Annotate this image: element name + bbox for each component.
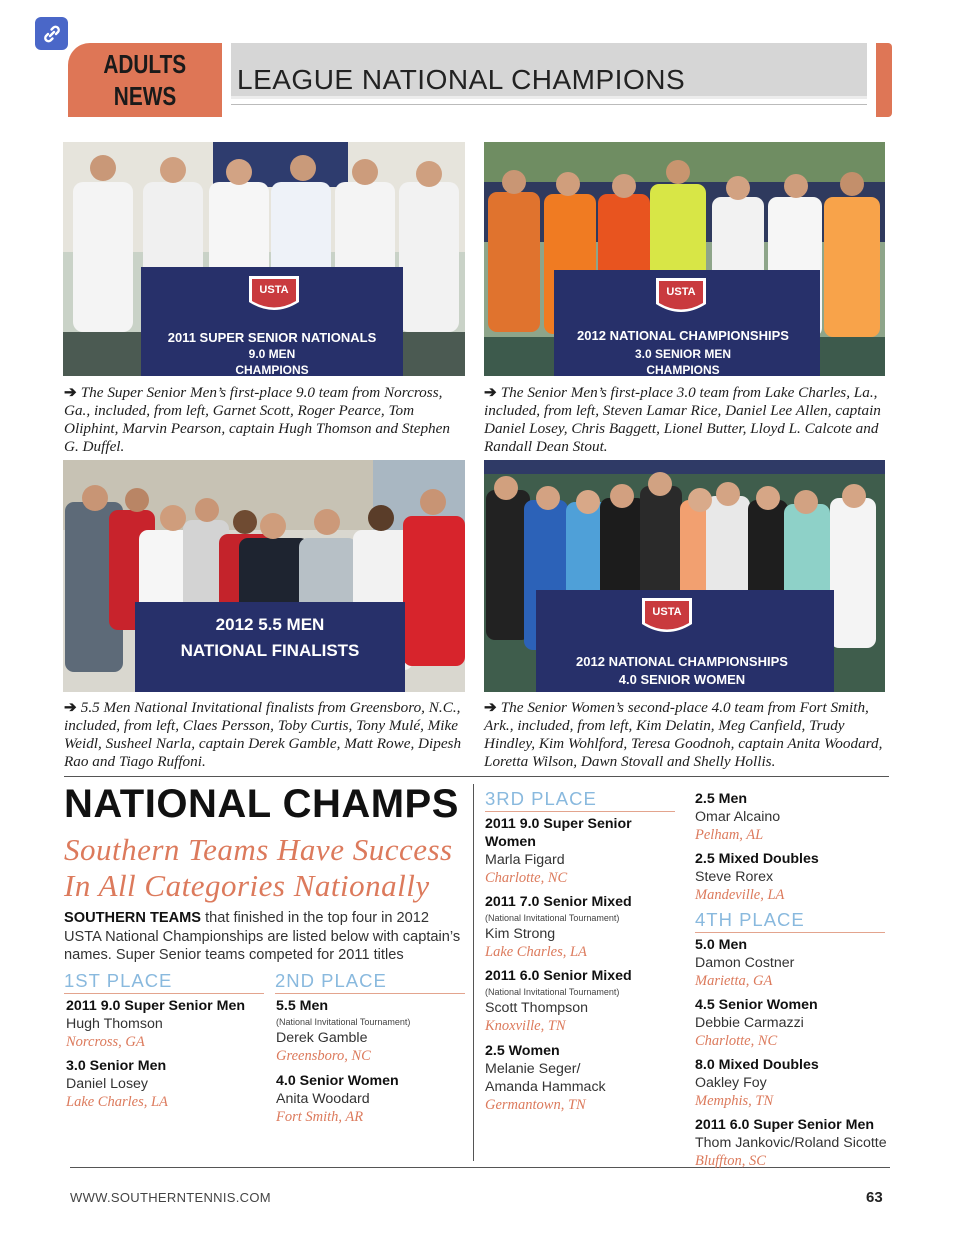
result-entry bbox=[695, 936, 895, 990]
captain: Hugh Thomson bbox=[66, 1016, 163, 1032]
city: Mandeville, LA bbox=[695, 887, 785, 903]
banner-line2: 3.0 SENIOR MEN bbox=[634, 347, 732, 361]
arrow-icon: ➔ bbox=[484, 384, 497, 401]
result-entry bbox=[66, 997, 266, 1051]
result-entry bbox=[695, 790, 895, 844]
city: Fort Smith, AR bbox=[276, 1109, 364, 1125]
category: 2.5 Men bbox=[695, 791, 748, 807]
city: Lake Charles, LA bbox=[66, 1094, 168, 1110]
result-entry bbox=[485, 815, 685, 887]
captain: Scott Thompson bbox=[485, 1000, 589, 1016]
section-label-line2: NEWS bbox=[113, 81, 177, 111]
banner-line2: 9.0 MEN bbox=[248, 347, 296, 361]
city: Lake Charles, LA bbox=[485, 944, 587, 960]
title-underline bbox=[231, 104, 867, 105]
category: 5.5 Men bbox=[276, 998, 329, 1014]
category-cont: Women bbox=[485, 834, 536, 850]
banner-line1: 2011 SUPER SENIOR NATIONALS bbox=[167, 330, 377, 345]
logo-text-top: USTA bbox=[259, 284, 289, 296]
caption-text: 5.5 Men National Invitational finalists from Greensboro, N.C., included, from left, Claes Persson, Toby Curtis, Tony Mulé, Mike Weidl, Susheel Narla, captain Derek Gamble, Matt Rowe, Dipesh Rao and Tiago Ruffoni. bbox=[64, 699, 462, 770]
category: 2.5 Women bbox=[485, 1043, 560, 1059]
result-entry bbox=[695, 850, 895, 904]
category: 8.0 Mixed Doubles bbox=[695, 1057, 819, 1073]
arrow-icon: ➔ bbox=[484, 699, 497, 716]
caption-photo-3 bbox=[64, 699, 464, 771]
intro-lead: SOUTHERN TEAMS bbox=[64, 910, 202, 926]
link-icon[interactable] bbox=[35, 17, 68, 50]
captain-cont: Amanda Hammack bbox=[485, 1079, 606, 1095]
result-entry bbox=[66, 1057, 266, 1111]
city: Bluffton, SC bbox=[695, 1153, 766, 1169]
section-tab bbox=[68, 43, 222, 117]
captain: Omar Alcaino bbox=[695, 809, 781, 825]
usta-league-logo bbox=[656, 278, 706, 312]
arrow-icon: ➔ bbox=[64, 699, 77, 716]
note: (National Invitational Tournament) bbox=[485, 913, 620, 923]
page-number: 63 bbox=[866, 1189, 883, 1206]
caption-photo-1 bbox=[64, 384, 464, 456]
result-entry bbox=[485, 1042, 685, 1114]
photo-senior-men-3-0 bbox=[484, 142, 885, 376]
chain-link-glyph bbox=[41, 23, 63, 45]
category: 2011 6.0 Senior Mixed bbox=[485, 968, 632, 984]
captain: Thom Jankovic/Roland Sicotte bbox=[695, 1135, 887, 1151]
right-accent-tab bbox=[876, 43, 892, 117]
captain: Marla Figard bbox=[485, 852, 565, 868]
captain: Daniel Losey bbox=[66, 1076, 149, 1092]
category: 2011 9.0 Super Senior Men bbox=[66, 998, 245, 1014]
category: 3.0 Senior Men bbox=[66, 1058, 167, 1074]
caption-text: The Super Senior Men’s first-place 9.0 team from Norcross, Ga., included, from left, Garnet Scott, Roger Pearce, Tom Oliphint, Marvin Pearson, captain Hugh Thomson and Stephen G. Duffel. bbox=[64, 384, 450, 455]
banner-line1: 2012 NATIONAL CHAMPIONSHIPS bbox=[576, 654, 788, 669]
logo-text-top: USTA bbox=[666, 286, 696, 298]
section-label-line1: ADULTS bbox=[103, 49, 187, 79]
city: Greensboro, NC bbox=[276, 1048, 371, 1064]
category: 2011 7.0 Senior Mixed bbox=[485, 894, 632, 910]
photo-senior-women-4-0 bbox=[484, 460, 885, 692]
heading-3rd-place: 3RD PLACE bbox=[485, 788, 675, 812]
city: Charlotte, NC bbox=[695, 1033, 778, 1049]
category: 2011 9.0 Super Senior bbox=[485, 816, 632, 832]
banner-line3: CHAMPIONS bbox=[646, 363, 720, 376]
page-title-bar bbox=[231, 43, 867, 99]
caption-text: The Senior Women’s second-place 4.0 team from Fort Smith, Ark., included, from left, Kim Delatin, Meg Canfield, Trudy Hindley, Kim Wohlford, Teresa Goodnoh, captain Anita Woodard, Loretta Wilson, Dawn Stovall and Shelly Hollis. bbox=[484, 699, 883, 770]
banner-line2: NATIONAL FINALISTS bbox=[180, 641, 360, 660]
usta-league-logo bbox=[249, 276, 299, 310]
caption-text: The Senior Men’s first-place 3.0 team from Lake Charles, La., included, from left, Steven Lamar Rice, Daniel Lee Allen, captain Daniel Losey, Chris Baggett, Lionel Butter, Lloyd L. Calcote and Randall Dean Stout. bbox=[484, 384, 881, 455]
backdrop-banner bbox=[484, 460, 885, 474]
photo-super-senior-men-9-0 bbox=[63, 142, 465, 376]
city: Germantown, TN bbox=[485, 1097, 586, 1113]
city: Charlotte, NC bbox=[485, 870, 568, 886]
category: 4.0 Senior Women bbox=[276, 1073, 399, 1089]
captain: Damon Costner bbox=[695, 955, 795, 971]
banner-line2: 4.0 SENIOR WOMEN bbox=[618, 672, 746, 687]
category: 2.5 Mixed Doubles bbox=[695, 851, 819, 867]
captain: Derek Gamble bbox=[276, 1030, 368, 1046]
note: (National Invitational Tournament) bbox=[276, 1017, 411, 1027]
heading-2nd-place: 2ND PLACE bbox=[275, 970, 465, 994]
result-entry bbox=[695, 996, 895, 1050]
article-intro bbox=[64, 909, 469, 965]
category: 5.0 Men bbox=[695, 937, 748, 953]
city: Knoxville, TN bbox=[485, 1018, 566, 1034]
captain: Anita Woodard bbox=[276, 1091, 370, 1107]
city: Norcross, GA bbox=[66, 1034, 145, 1050]
captain: Kim Strong bbox=[485, 926, 556, 942]
photo-5-5-men-finalists bbox=[63, 460, 465, 692]
result-entry bbox=[695, 1116, 890, 1170]
caption-photo-2 bbox=[484, 384, 889, 456]
city: Pelham, AL bbox=[695, 827, 764, 843]
article-headline: NATIONAL CHAMPS bbox=[64, 782, 459, 826]
category: 2011 6.0 Super Senior Men bbox=[695, 1117, 874, 1133]
banner-line1: 2012 NATIONAL CHAMPIONSHIPS bbox=[577, 328, 789, 343]
captain: Oakley Foy bbox=[695, 1075, 767, 1091]
note: (National Invitational Tournament) bbox=[485, 987, 620, 997]
banner-line1: 2012 5.5 MEN bbox=[215, 615, 325, 634]
divider-top bbox=[64, 776, 889, 777]
caption-photo-4 bbox=[484, 699, 894, 771]
logo-text-top: USTA bbox=[652, 606, 682, 618]
banner-line3: CHAMPIONS bbox=[235, 363, 309, 376]
heading-1st-place: 1ST PLACE bbox=[64, 970, 264, 994]
footer-website-link[interactable]: WWW.SOUTHERNTENNIS.COM bbox=[70, 1190, 271, 1205]
result-entry bbox=[276, 1072, 476, 1126]
heading-4th-place: 4TH PLACE bbox=[695, 909, 885, 933]
captain: Debbie Carmazzi bbox=[695, 1015, 804, 1031]
captain: Steve Rorex bbox=[695, 869, 774, 885]
intro-text: that finished in the top four in 2012 USTA National Championships are listed below with captain’s names. Super Senior teams competed for 2011 titles bbox=[64, 910, 461, 963]
page-title: LEAGUE NATIONAL CHAMPIONS bbox=[237, 64, 686, 95]
result-entry bbox=[276, 997, 476, 1065]
category: 4.5 Senior Women bbox=[695, 997, 818, 1013]
city: Memphis, TN bbox=[695, 1093, 774, 1109]
result-entry bbox=[695, 1056, 895, 1110]
result-entry bbox=[485, 893, 685, 961]
captain: Melanie Seger/ bbox=[485, 1061, 581, 1077]
article-subhead: Southern Teams Have Success In All Categories Nationally bbox=[64, 832, 453, 903]
usta-league-logo bbox=[642, 598, 692, 632]
result-entry bbox=[485, 967, 685, 1035]
city: Marietta, GA bbox=[695, 973, 773, 989]
arrow-icon: ➔ bbox=[64, 384, 77, 401]
